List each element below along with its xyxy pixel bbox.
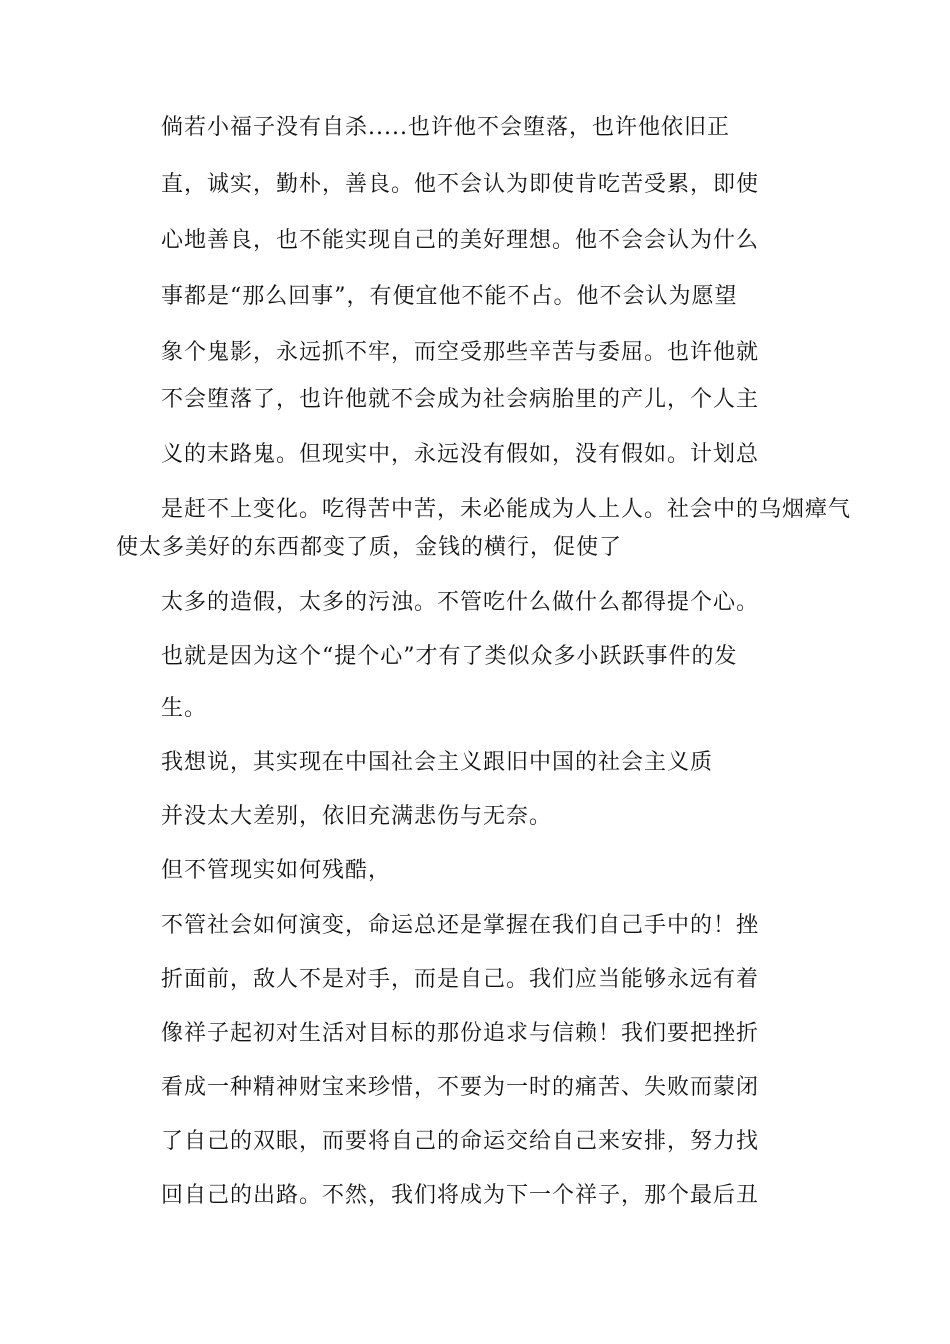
text-line-18: 像祥子起初对生活对目标的那份追求与信赖！我们要把挫折	[161, 1021, 760, 1046]
text-line-2: 直，诚实，勤朴，善良。他不会认为即使肯吃苦受累，即使	[161, 172, 760, 197]
text-line-8: 是赶不上变化。吃得苦中苦，未必能成为人上人。社会中的乌烟瘴气	[161, 497, 852, 522]
text-line-21: 回自己的出路。不然，我们将成为下一个祥子，那个最后丑	[161, 1183, 760, 1208]
text-line-3: 心地善良，也不能实现自己的美好理想。他不会会认为什么	[161, 228, 760, 253]
text-line-19: 看成一种精神财宝来珍惜，不要为一时的痛苦、失败而蒙闭	[161, 1075, 760, 1100]
text-line-4: 事都是“那么回事”，有便宜他不能不占。他不会认为愿望	[161, 284, 738, 309]
text-line-14: 并没太大差别，依旧充满悲伤与无奈。	[161, 804, 553, 829]
text-line-12: 生。	[161, 696, 208, 721]
text-line-10: 太多的造假，太多的污浊。不管吃什么做什么都得提个心。	[161, 590, 760, 615]
text-line-9: 使太多美好的东西都变了质，金钱的横行，促使了	[116, 535, 623, 560]
text-line-7: 义的末路鬼。但现实中，永远没有假如，没有假如。计划总	[161, 442, 760, 467]
text-line-15: 但不管现实如何残酷，	[161, 858, 392, 883]
text-line-6: 不会堕落了，也许他就不会成为社会病胎里的产儿，个人主	[161, 387, 760, 412]
text-line-1: 倘若小福子没有自杀.....也许他不会堕落，也许他依旧正	[161, 115, 730, 140]
text-line-16: 不管社会如何演变，命运总还是掌握在我们自己手中的！挫	[161, 913, 760, 938]
text-line-5: 象个鬼影，永远抓不牢，而空受那些辛苦与委屈。也许他就	[161, 340, 760, 365]
text-line-20: 了自己的双眼，而要将自己的命运交给自己来安排，努力找	[161, 1129, 760, 1154]
text-line-17: 折面前，敌人不是对手，而是自己。我们应当能够永远有着	[161, 967, 760, 992]
text-line-11: 也就是因为这个“提个心”才有了类似众多小跃跃事件的发	[161, 644, 738, 669]
text-line-13: 我想说，其实现在中国社会主义跟旧中国的社会主义质	[161, 750, 714, 775]
